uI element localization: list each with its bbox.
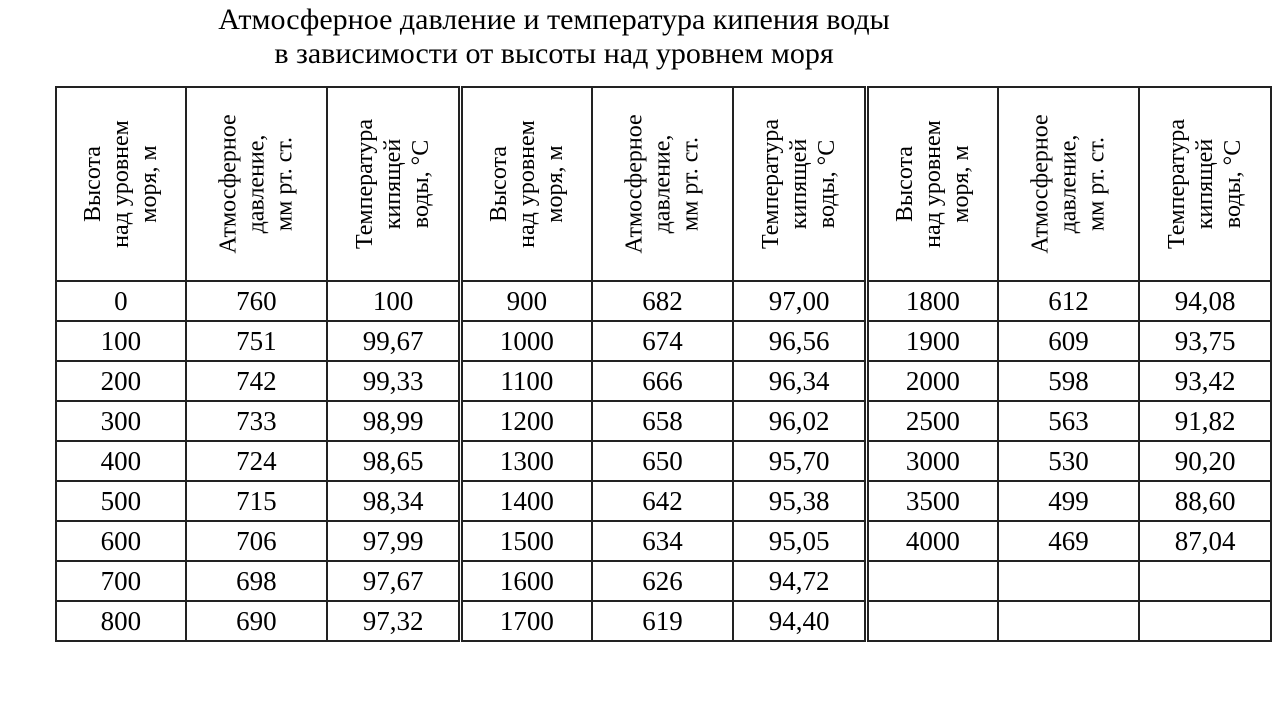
- table-cell: 200: [56, 361, 186, 401]
- table-row: [56, 321, 1271, 361]
- table-row: [56, 361, 1271, 401]
- table-row: [56, 601, 1271, 641]
- table-cell: 94,40: [733, 601, 866, 641]
- page-title-line-2: в зависимости от высоты над уровнем моря: [274, 37, 834, 70]
- table-cell: 650: [592, 441, 733, 481]
- column-header: [186, 87, 327, 281]
- table-cell: 90,20: [1139, 441, 1271, 481]
- table-cell: 99,33: [327, 361, 460, 401]
- table-cell: 3000: [867, 441, 998, 481]
- table-cell: 98,65: [327, 441, 460, 481]
- table-cell: 300: [56, 401, 186, 441]
- table-cell: 500: [56, 481, 186, 521]
- table-cell: 563: [998, 401, 1139, 441]
- table-cell: 700: [56, 561, 186, 601]
- table-cell: 634: [592, 521, 733, 561]
- table-cell: 96,02: [733, 401, 866, 441]
- table-cell: 715: [186, 481, 327, 521]
- table-cell: 1300: [461, 441, 592, 481]
- table-cell: 674: [592, 321, 733, 361]
- column-header-label: Температура кипящей воды, °С: [758, 119, 841, 249]
- table-cell: 598: [998, 361, 1139, 401]
- table-row: [56, 561, 1271, 601]
- table-cell: 666: [592, 361, 733, 401]
- table-row: [56, 521, 1271, 561]
- table-row: [56, 281, 1271, 321]
- table-cell: 95,70: [733, 441, 866, 481]
- table-cell: 600: [56, 521, 186, 561]
- table-cell: 1400: [461, 481, 592, 521]
- page-title-line-1: Атмосферное давление и температура кипения воды: [218, 3, 890, 36]
- table-cell: 97,00: [733, 281, 866, 321]
- table-cell: 3500: [867, 481, 998, 521]
- table-cell: 751: [186, 321, 327, 361]
- table-cell: 2500: [867, 401, 998, 441]
- table-cell: 609: [998, 321, 1139, 361]
- column-header-label: Атмосферное давление, мм рт. ст.: [1027, 114, 1110, 254]
- table-cell: [867, 561, 998, 601]
- table-cell: 1000: [461, 321, 592, 361]
- table-cell: 1900: [867, 321, 998, 361]
- table-cell: 1600: [461, 561, 592, 601]
- table-cell: 96,34: [733, 361, 866, 401]
- column-header: [1139, 87, 1271, 281]
- table-cell: 98,34: [327, 481, 460, 521]
- table-cell: 1100: [461, 361, 592, 401]
- table-cell: [998, 561, 1139, 601]
- table-cell: 900: [461, 281, 592, 321]
- table-cell: 97,67: [327, 561, 460, 601]
- boiling-point-table: [55, 86, 1272, 642]
- table-row: [56, 441, 1271, 481]
- table-cell: 94,08: [1139, 281, 1271, 321]
- column-header-label: Высота над уровнем моря, м: [485, 120, 568, 248]
- column-header-label: Высота над уровнем моря, м: [79, 120, 162, 248]
- column-header: [592, 87, 733, 281]
- table-cell: 733: [186, 401, 327, 441]
- table-cell: 499: [998, 481, 1139, 521]
- table-cell: [1139, 561, 1271, 601]
- table-cell: 94,72: [733, 561, 866, 601]
- column-header: [998, 87, 1139, 281]
- table-cell: [867, 601, 998, 641]
- table-cell: 87,04: [1139, 521, 1271, 561]
- table-cell: 96,56: [733, 321, 866, 361]
- table-cell: 88,60: [1139, 481, 1271, 521]
- column-header: [867, 87, 998, 281]
- table-cell: 1200: [461, 401, 592, 441]
- table-row: [56, 401, 1271, 441]
- table-cell: 642: [592, 481, 733, 521]
- column-header: [461, 87, 592, 281]
- table-cell: [998, 601, 1139, 641]
- table-cell: 1800: [867, 281, 998, 321]
- table-cell: 698: [186, 561, 327, 601]
- column-header: [56, 87, 186, 281]
- table-cell: 742: [186, 361, 327, 401]
- table-cell: 619: [592, 601, 733, 641]
- table-cell: 760: [186, 281, 327, 321]
- table-cell: 97,99: [327, 521, 460, 561]
- table-cell: 530: [998, 441, 1139, 481]
- column-header-label: Высота над уровнем моря, м: [891, 120, 974, 248]
- table-cell: 98,99: [327, 401, 460, 441]
- column-header: [327, 87, 460, 281]
- table-cell: 0: [56, 281, 186, 321]
- table-cell: 100: [327, 281, 460, 321]
- column-header-label: Атмосферное давление, мм рт. ст.: [621, 114, 704, 254]
- column-header-label: Температура кипящей воды, °С: [352, 119, 435, 249]
- table-cell: 682: [592, 281, 733, 321]
- table-cell: 2000: [867, 361, 998, 401]
- table-cell: 658: [592, 401, 733, 441]
- table-cell: 469: [998, 521, 1139, 561]
- table-row: [56, 481, 1271, 521]
- table-cell: 4000: [867, 521, 998, 561]
- table-cell: 800: [56, 601, 186, 641]
- table-cell: 1500: [461, 521, 592, 561]
- table-cell: 612: [998, 281, 1139, 321]
- table-cell: 626: [592, 561, 733, 601]
- table-cell: 100: [56, 321, 186, 361]
- column-header-label: Атмосферное давление, мм рт. ст.: [215, 114, 298, 254]
- table-cell: [1139, 601, 1271, 641]
- table-cell: 93,75: [1139, 321, 1271, 361]
- table-cell: 400: [56, 441, 186, 481]
- table-cell: 1700: [461, 601, 592, 641]
- table-cell: 99,67: [327, 321, 460, 361]
- table-cell: 690: [186, 601, 327, 641]
- column-header-label: Температура кипящей воды, °С: [1164, 119, 1247, 249]
- table-cell: 91,82: [1139, 401, 1271, 441]
- table-cell: 706: [186, 521, 327, 561]
- table-header-row: [56, 87, 1271, 281]
- table-cell: 93,42: [1139, 361, 1271, 401]
- table-cell: 724: [186, 441, 327, 481]
- table-cell: 95,38: [733, 481, 866, 521]
- column-header: [733, 87, 866, 281]
- table-cell: 95,05: [733, 521, 866, 561]
- table-cell: 97,32: [327, 601, 460, 641]
